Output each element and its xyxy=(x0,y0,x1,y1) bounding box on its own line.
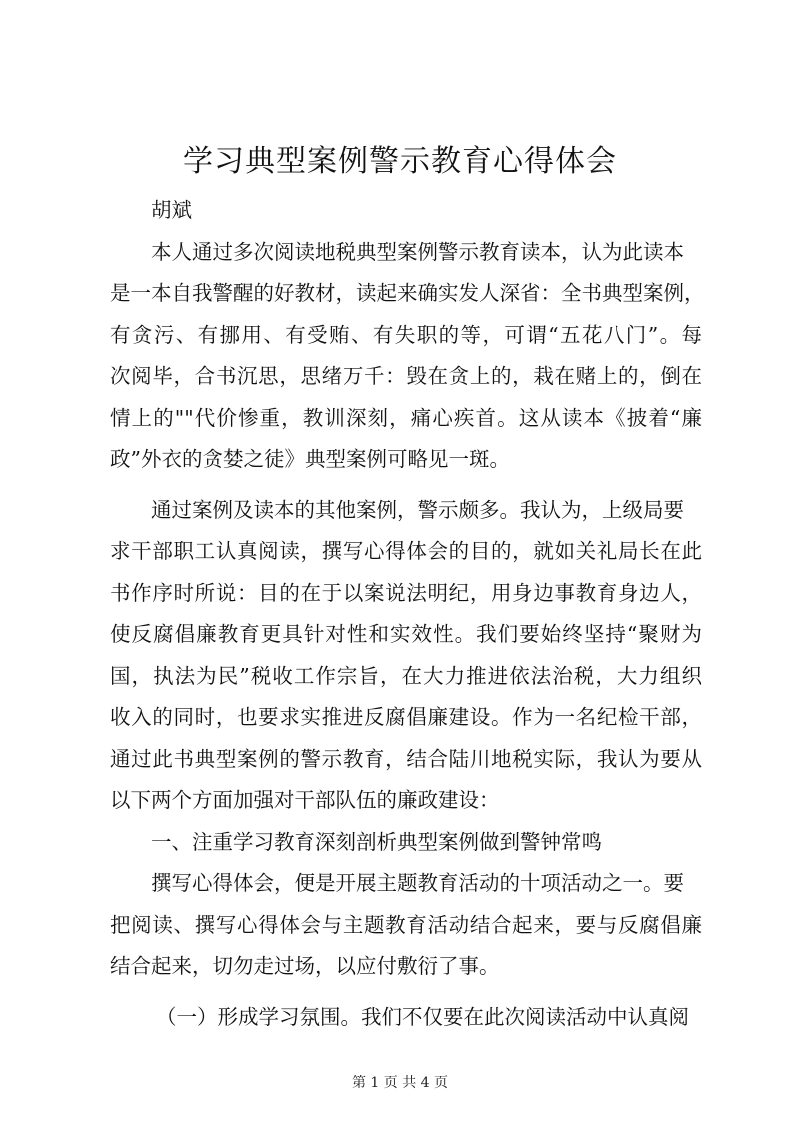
section-heading-1: 一、注重学习教育深刻剖析典型案例做到警钟常鸣 xyxy=(151,829,602,854)
paragraph-2-line-4: 使反腐倡廉教育更具针对性和实效性。我们要始终坚持“聚财为 xyxy=(110,622,702,646)
paragraph-2-line-2: 求干部职工认真阅读，撰写心得体会的目的，就如关礼局长在此 xyxy=(110,539,702,563)
paragraph-2-line-7: 通过此书典型案例的警示教育，结合陆川地税实际，我认为要从 xyxy=(110,746,702,771)
paragraph-1-line-5: 情上的""代价惨重，教训深刻，痛心疾首。这从读本《披着“廉 xyxy=(110,405,702,430)
paragraph-3-line-2: 把阅读、撰写心得体会与主题教育活动结合起来，要与反腐倡廉 xyxy=(110,912,702,937)
paragraph-1-line-4: 次阅毕，合书沉思，思绪万千：毁在贪上的，栽在赌上的，倒在 xyxy=(110,364,702,388)
paragraph-2-line-3: 书作序时所说：目的在于以案说法明纪，用身边事教育身边人， xyxy=(110,580,702,605)
paragraph-1-line-6: 政”外衣的贪婪之徒》典型案例可略见一斑。 xyxy=(110,447,510,471)
paragraph-3-line-1: 撰写心得体会，便是开展主题教育活动的十项活动之一。要 xyxy=(151,871,684,895)
paragraph-1-line-1: 本人通过多次阅读地税典型案例警示教育读本，认为此读本 xyxy=(151,239,684,264)
paragraph-1-line-2: 是一本自我警醒的好教材，读起来确实发人深省：全书典型案例， xyxy=(110,281,705,305)
paragraph-2-line-1: 通过案例及读本的其他案例，警示颇多。我认为，上级局要 xyxy=(151,497,684,522)
document-title: 学习典型案例警示教育心得体会 xyxy=(183,144,617,179)
page-number: 第 1 页 共 4 页 xyxy=(351,1075,449,1091)
author-name: 胡斌 xyxy=(151,198,192,222)
document-body xyxy=(110,190,705,1038)
paragraph-2-line-6: 收入的同时，也要求实推进反腐倡廉建设。作为一名纪检干部， xyxy=(110,705,702,729)
paragraph-1-line-3: 有贪污、有挪用、有受贿、有失职的等，可谓“五花八门”。每 xyxy=(110,322,702,347)
subsection-1-line-1: （一）形成学习氛围。我们不仅要在此次阅读活动中认真阅 xyxy=(156,1004,689,1029)
paragraph-2-line-8: 以下两个方面加强对干部队伍的廉政建设： xyxy=(110,788,500,812)
paragraph-2-line-5: 国，执法为民”税收工作宗旨，在大力推进依法治税，大力组织 xyxy=(110,663,702,688)
paragraph-3-line-3: 结合起来，切勿走过场，以应付敷衍了事。 xyxy=(110,954,500,978)
